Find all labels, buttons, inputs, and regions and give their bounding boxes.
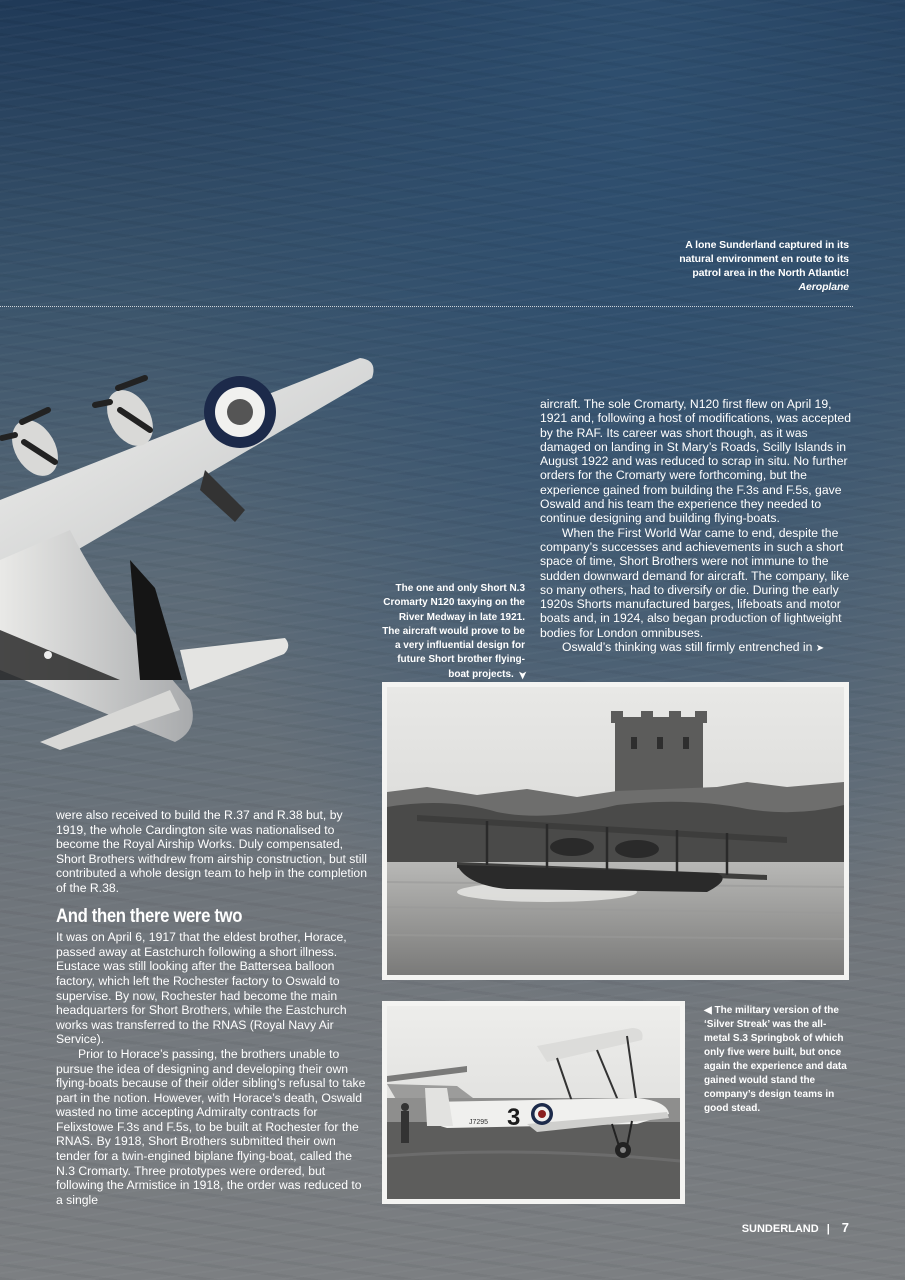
right-paragraph-3-text: Oswald’s thinking was still firmly entrenched in [562,640,813,655]
right-paragraph-3 [540,640,852,656]
page-number: 7 [841,1220,849,1235]
footer-section-title: SUNDERLAND [741,1223,819,1235]
springbok-caption-text: The military version of the ‘Silver Streak’ was the all-metal S.3 Springbok of which only five were built, but once again the experience and data gained would stand the company’s design teams in good stead. [704,1005,847,1114]
right-paragraph-2: When the First World War came to end, despite the company’s successes and achievements in such a short space of time, Short Brothers were not immune to the sudden downward demand for aircraft. The company, like so many others, had to diversify or die. During the early 1920s Shorts manufactured barges, lifeboats and motor boats and, in 1924, also began production of lightweight bodies for London omnibuses. [540,525,850,640]
sunderland-aircraft-image [0,350,390,750]
page-footer [742,1220,849,1235]
springbok-photo [382,1001,685,1204]
right-text-column [540,397,852,656]
cromarty-caption-text: The one and only Short N.3 Cromarty N120 taxying on the River Medway in late 1921. The aircraft would prove to be a very influential design for future Short brother flying-boat projects. [382,583,525,680]
left-text-column [56,808,368,1207]
cromarty-photo [382,682,849,980]
left-paragraph-3: Prior to Horace’s passing, the brothers unable to pursue the idea of designing and developing their own flying-boats because of their older sibling’s refusal to take part in the notion. However, with Horace’s death, Oswald wasted no time accepting Admiralty contracts for Felixstowe F.3s and F.5s, to be built at Rochester for the RNAS. By 1918, Short Brothers submitted their own tender for a twin-engined biplane flying-boat, called the N.3 Cromarty. Three prototypes were ordered, but following the Armistice in 1918, the order was reduced to a single [56,1046,366,1207]
aircraft-number-marking: 3 [507,1104,521,1131]
left-paragraph-1: were also received to build the R.37 and R.38 but, by 1919, the whole Cardington site was nationalised to become the Royal Airship Works. Duly compensated, Short Brothers withdrew from airship construction, but still contributed a whole design team to help in the completion of the R.38. [56,808,367,895]
section-heading: And then there were two [56,905,243,927]
cromarty-photo-image [387,687,844,975]
footer-separator: | [826,1223,830,1235]
springbok-photo-image [387,1006,680,1199]
cromarty-photo-caption [380,582,525,682]
dotted-divider [0,306,853,307]
top-photo-caption [649,238,849,294]
caption-arrow-left-icon: ◀ [704,1005,712,1016]
top-caption-text: A lone Sunderland captured in its natural environment en route to its patrol area in the North Atlantic! [679,239,849,279]
left-paragraph-2: It was on April 6, 1917 that the eldest brother, Horace, passed away at Eastchurch following a short illness. Eustace was still looking after the Battersea balloon factory, which left the Rochester factory to Oswald to supervise. By now, Rochester had become the main headquarters for Short Brothers, while the Eastchurch works was transferred to the RNAS (Royal Navy Air Service). [56,930,347,1047]
aircraft-serial-marking: J7295 [469,1119,489,1126]
caption-arrow-down-icon: ➤ [515,670,527,680]
photo-credit: Aeroplane [798,281,849,293]
continue-arrow-icon: ➤ [815,643,825,655]
right-paragraph-1: aircraft. The sole Cromarty, N120 first flew on April 19, 1921 and, following a host of modifications, was accepted by the RAF. Its career was short though, as it was damaged on landing in St Mary’s Roads, Scilly Islands in August 1922 and was reduced to scrap in situ. No further orders for the Cromarty were forthcoming, but the experience gained from building the F.3s and F.5s, gave Oswald and his team the experience they needed to continue designing and building flying-boats. [540,397,851,526]
springbok-photo-caption [704,1004,850,1116]
